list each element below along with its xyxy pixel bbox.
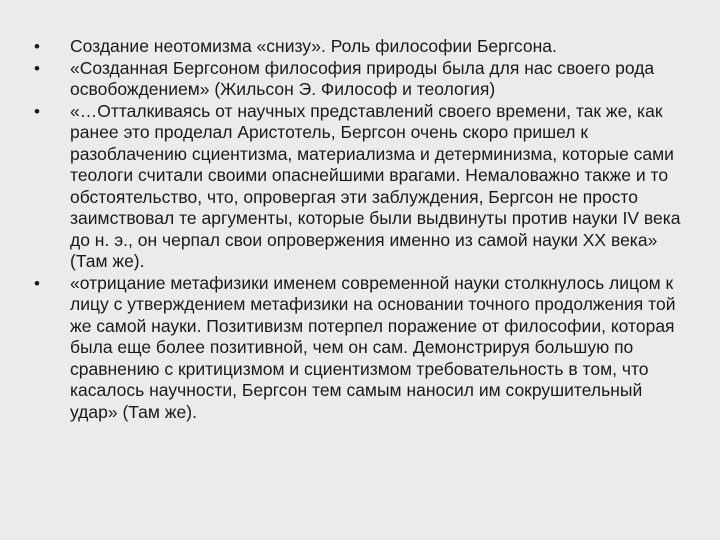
bullet-item	[34, 36, 684, 58]
bullet-text: «…Отталкиваясь от научных представлений своего времени, так же, как ранее это проделал Аристотель, Бергсон очень скоро пришел к разоблачению сциентизма, материализма и детерминизма, которые сами теологи считали своими опаснейшими врагами. Немаловажно также и то обстоятельство, что, опровергая эти заблуждения, Бергсон не просто заимствовал те аргументы, которые были выдвинуты против науки IV века до н. э., он черпал свои опровержения именно из самой науки XX века» (Там же).	[70, 100, 681, 271]
bullet-text: «Созданная Бергсоном философия природы была для нас своего рода освобождением» (Жильсон Э. Философ и теология)	[70, 57, 655, 99]
bullet-item	[34, 58, 684, 101]
bullet-marker: •	[34, 101, 40, 121]
bullet-marker: •	[34, 37, 40, 56]
bullet-item	[34, 101, 684, 273]
bullet-marker: •	[34, 58, 40, 78]
bullet-list	[34, 36, 684, 423]
bullet-text: Создание неотомизма «снизу». Роль философии Бергсона.	[70, 36, 557, 56]
bullet-item	[34, 273, 684, 424]
bullet-marker: •	[34, 273, 40, 293]
bullet-text: «отрицание метафизики именем современной науки столкнулось лицом к лицу с утверждением метафизики на основании точного продолжения той же самой науки. Позитивизм потерпел поражение от философии, которая была еще более позитивной, чем он сам. Демонстрируя большую по сравнению с критицизмом и сциентизмом требовательность в том, что касалось научности, Бергсон тем самым наносил им сокрушительный удар» (Там же).	[70, 272, 676, 422]
